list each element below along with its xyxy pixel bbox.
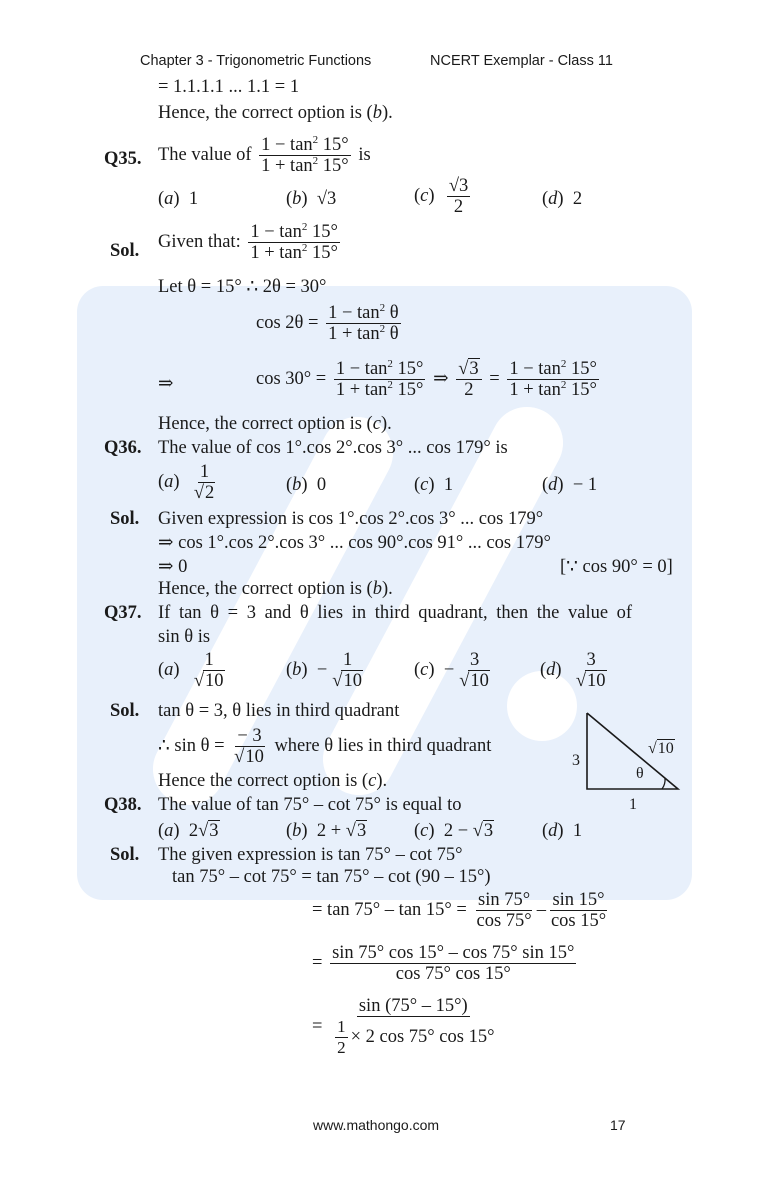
q35-label: Q35. [104,149,142,169]
prev-conclusion: Hence, the correct option is (b). [158,103,393,123]
q38-option-d: (d) 1 [542,821,583,841]
q37-question-line1: If tan θ = 3 and θ lies in third quadrant, then the value of [158,603,633,623]
q36-sol-line2: ⇒ cos 1°.cos 2°.cos 3° ... cos 90°.cos 91° ... cos 179° [158,533,551,553]
q35-conclusion: Hence, the correct option is (c). [158,414,392,434]
q37-sol-line1: tan θ = 3, θ lies in third quadrant [158,701,400,721]
q35-question: The value of $\frac{1 - \tan^2 15^\circ}{1 + \tan^2 15^\circ}$ is [158,133,371,176]
q35-option-b: (b) √3 [286,189,337,209]
q36-option-d: (d) − 1 [542,475,598,495]
triangle-hypotenuse: √10 [648,740,674,757]
q37-sol-label: Sol. [110,701,140,721]
q38-option-a: (a) 2√3 [158,821,219,841]
q36-option-a: (a) $\frac{1}{√2}$ [158,462,215,503]
q36-sol-reason: [∵ cos 90° = 0] [560,557,673,577]
book-title: NCERT Exemplar - Class 11 [430,53,613,69]
q35-sol-given: Given that: $\frac{1 - \tan^2 15^\circ}{1 + \tan^2 15^\circ}$ [158,220,338,263]
q36-question: The value of cos 1°.cos 2°.cos 3° ... cos 179° is [158,438,508,458]
q35-sol-label: Sol. [110,241,140,261]
q38-sol-line5: = sin (75° – 15°) $\frac{1}{2}$ × 2 cos 75° cos 15° [312,996,495,1057]
q37-option-d: (d) $\frac{3}{√10}$ [540,650,606,691]
chapter-title: Chapter 3 - Trigonometric Functions [140,53,372,69]
q37-option-b: (b) − $\frac{1}{√10}$ [286,650,362,691]
q38-label: Q38. [104,795,142,815]
q37-option-c: (c) − $\frac{3}{√10}$ [414,650,489,691]
q35-option-c: (c) $\frac{√3}{2}$ [414,176,469,217]
triangle-side-3: 3 [572,752,580,769]
q37-option-a: (a) $\frac{1}{√10}$ [158,650,224,691]
q35-implies: ⇒ [158,374,174,394]
q38-sol-label: Sol. [110,845,140,865]
q38-sol-line4: = $\frac{\sin 75^\circ \cos 15^\circ - \cos 75^\circ \sin 15^\circ}{\cos 75^\circ \cos 15^\circ}$ [312,943,575,984]
q35-fraction: $\frac{1 - \tan^2 15^\circ}{1 + \tan^2 15^\circ}$ [261,133,349,176]
q38-question: The value of tan 75° – cot 75° is equal to [158,795,462,815]
q38-option-b: (b) 2 + √3 [286,821,367,841]
triangle-angle-theta: θ [636,765,644,782]
q36-sol-line3: ⇒ 0 [158,557,188,577]
q36-conclusion: Hence, the correct option is (b). [158,579,393,599]
q38-sol-line2: tan 75° – cot 75° = tan 75° – cot (90 – 15°) [172,867,491,887]
q38-sol-line3: = tan 75° – tan 15° = $\frac{\sin 75^\circ}{\cos 75^\circ}$ – $\frac{\sin 15^\circ}{\cos 15^\circ}$ [312,890,607,931]
triangle-side-1: 1 [629,796,637,813]
q37-sol-sin: ∴ sin θ = $\frac{- 3}{√10}$ where θ lies in third quadrant [158,726,492,767]
q37-conclusion: Hence the correct option is (c). [158,771,388,791]
q35-sol-let: Let θ = 15° ∴ 2θ = 30° [158,277,327,297]
q36-sol-line1: Given expression is cos 1°.cos 2°.cos 3° ... cos 179° [158,509,544,529]
q35-option-d: (d) 2 [542,189,583,209]
q37-question-line2: sin θ is [158,627,211,647]
q38-option-c: (c) 2 − √3 [414,821,494,841]
q35-sol-cos30: cos 30° = $\frac{1 - \tan^2 15^\circ}{1 + \tan^2 15^\circ}$ ⇒ $\frac{√3}{2}$ = $\frac{1 - \tan^2 15^\circ}{1 + \tan^2 15^\circ}$ [256,357,597,400]
prev-result: = 1.1.1.1 ... 1.1 = 1 [158,77,300,97]
page-number: 17 [610,1117,626,1133]
q35-option-a: (a) 1 [158,189,199,209]
q36-option-b: (b) 0 [286,475,327,495]
q35-sol-cos2theta: cos 2θ = $\frac{1 - \tan^2 \theta}{1 + \tan^2 \theta}$ [256,301,399,344]
footer-url[interactable]: www.mathongo.com [313,1117,440,1133]
q38-sol-line1: The given expression is tan 75° – cot 75° [158,845,463,865]
q36-sol-label: Sol. [110,509,140,529]
q36-label: Q36. [104,438,142,458]
q36-option-c: (c) 1 [414,475,454,495]
q37-label: Q37. [104,603,142,623]
